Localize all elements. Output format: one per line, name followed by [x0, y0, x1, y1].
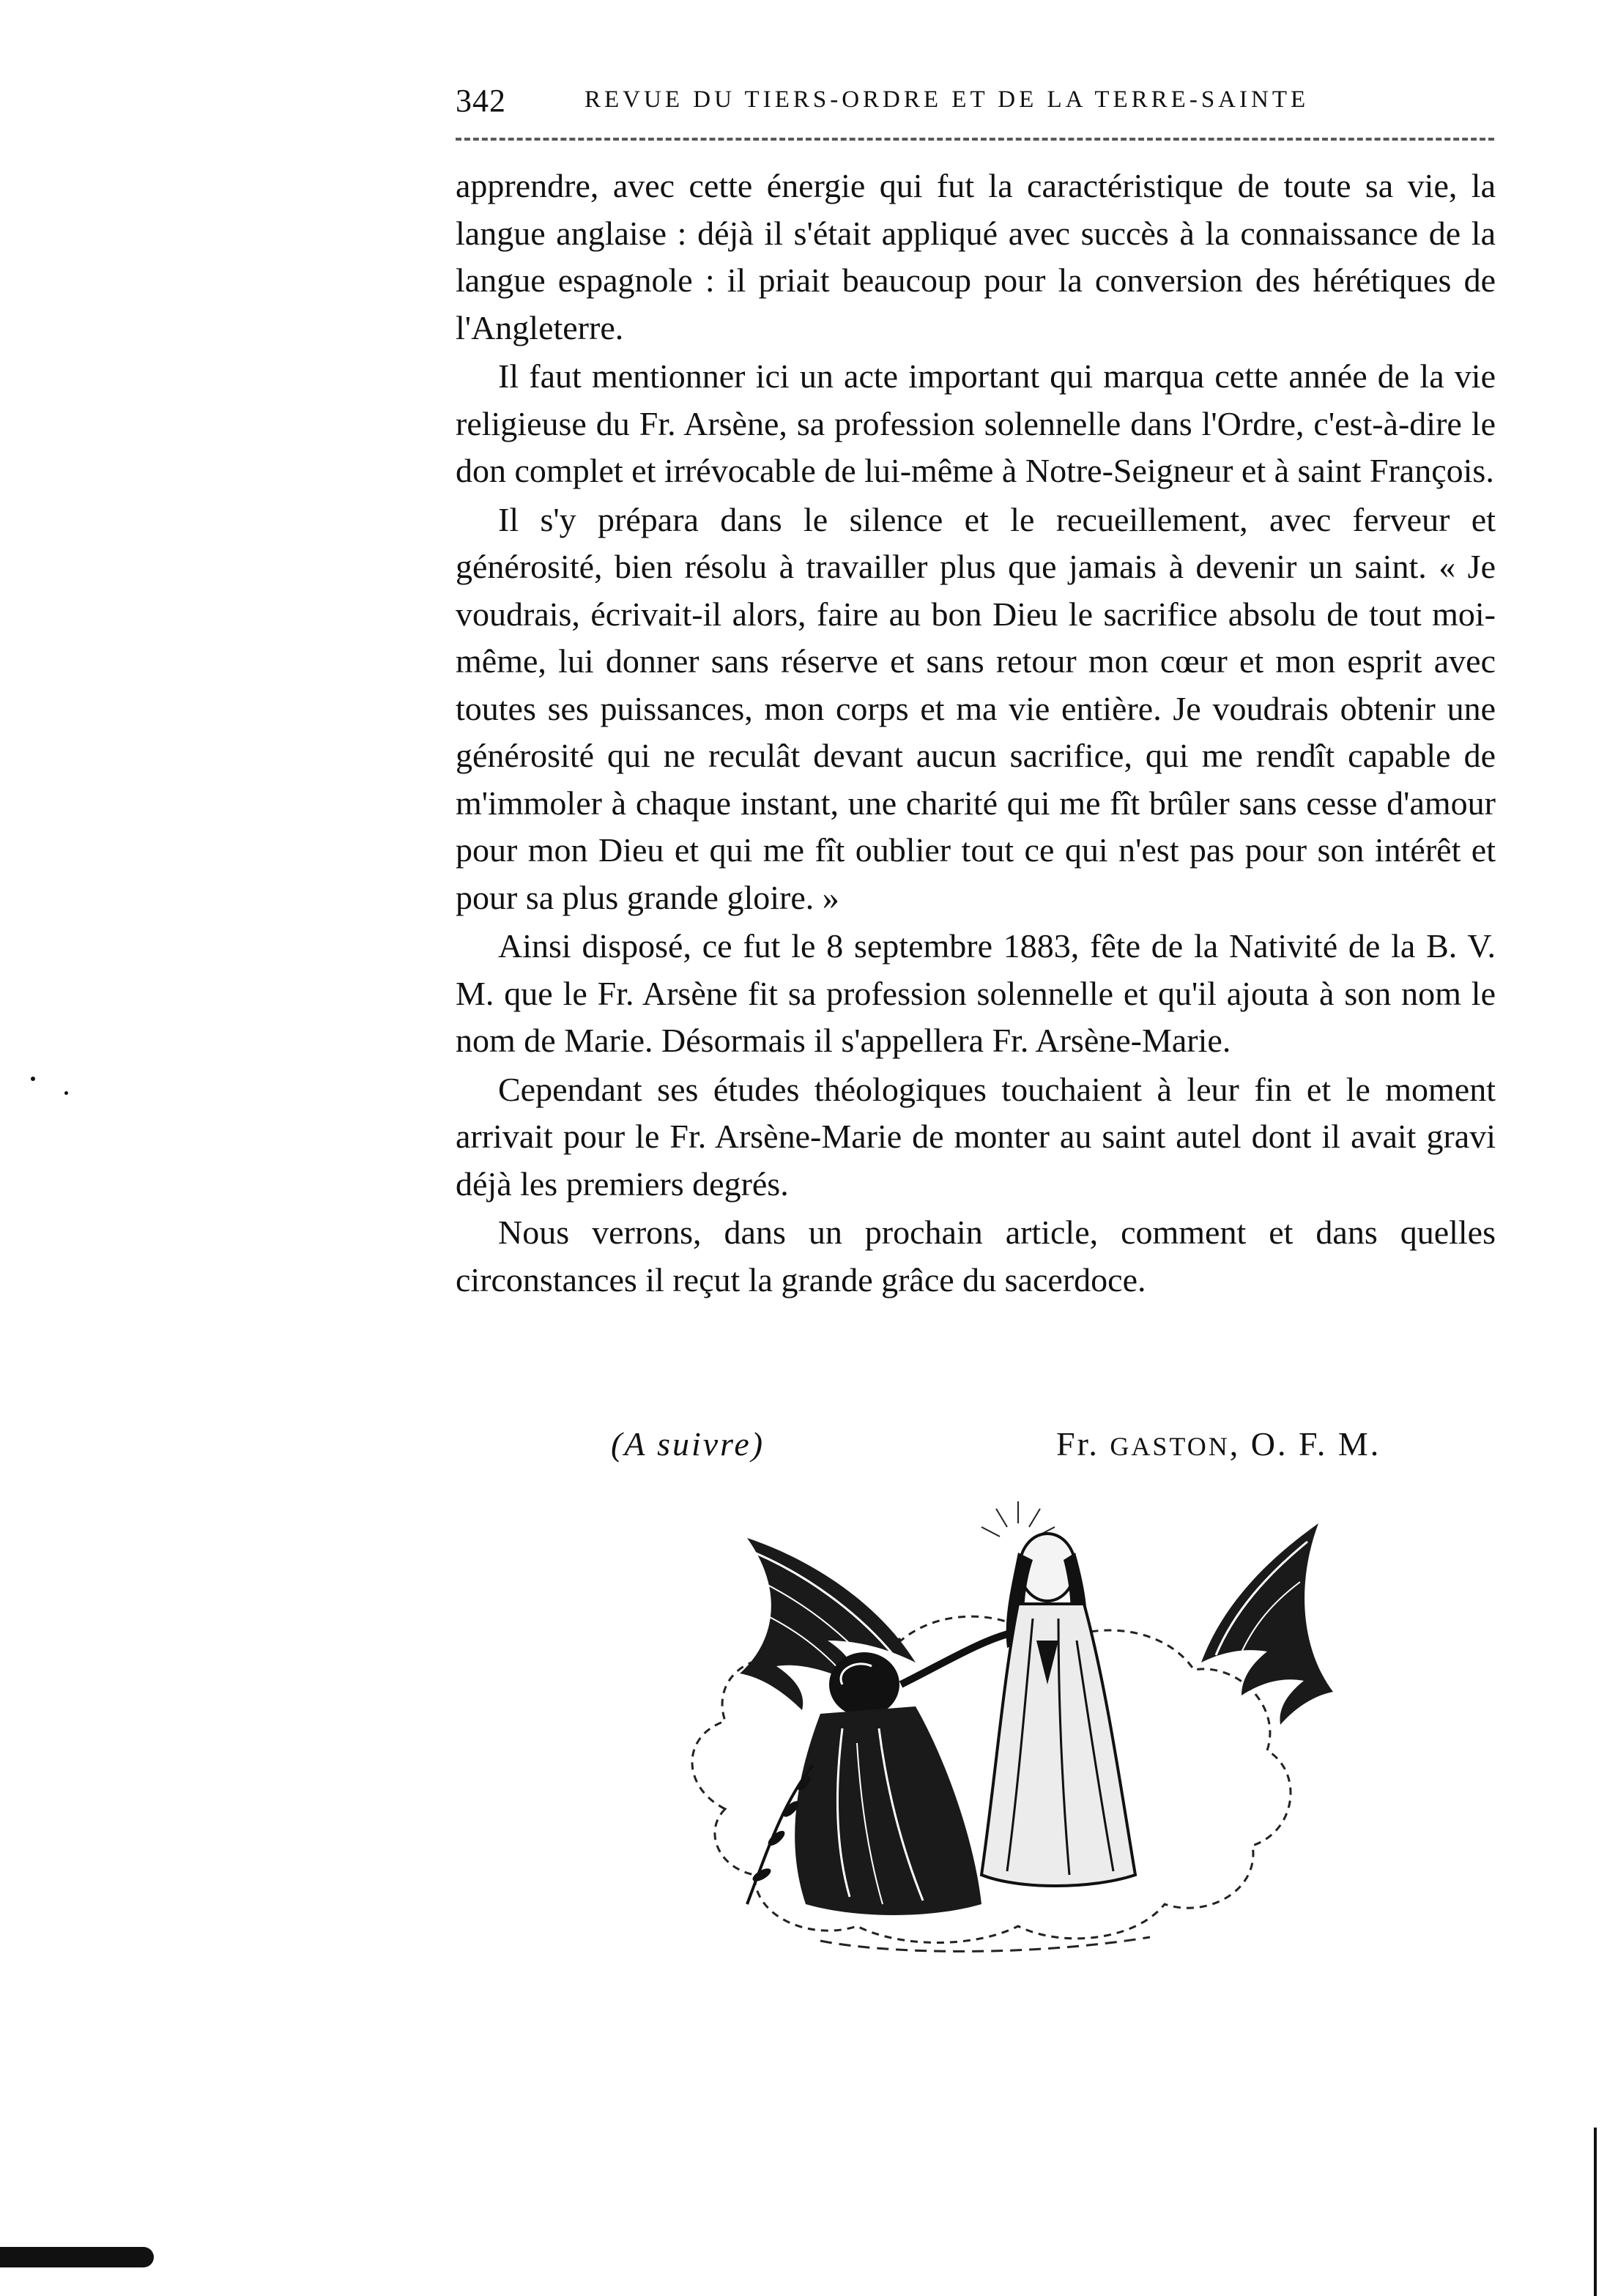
signature-name: GASTON — [1110, 1432, 1230, 1461]
paragraph-2: Il faut mentionner ici un acte important qui marqua cette année de la vie religieuse du Fr. Arsène, sa profession solennelle dans l'Ordre, c'est-à-dire le don complet et irrévocable de lui-même à Notre-Seigneur et à saint François. — [456, 357, 1496, 489]
running-header — [456, 82, 1393, 126]
signature-suffix: , O. F. M. — [1229, 1425, 1381, 1463]
scan-dot — [31, 1077, 35, 1081]
paragraph-5: Cependant ses études théologiques touchaient à leur fin et le moment arrivait pour le Fr. Arsène-Marie de monter au saint autel dont il avait gravi déjà les premiers degrés. — [456, 1070, 1496, 1203]
scan-mark-right — [1594, 2128, 1597, 2296]
paragraph-6: Nous verrons, dans un prochain article, comment et dans quelles circonstances il reçut la grande grâce du sacerdoce. — [456, 1214, 1496, 1299]
signature-prefix: Fr. — [1056, 1425, 1099, 1463]
article-body — [456, 163, 1496, 1305]
paragraph-1: apprendre, avec cette énergie qui fut la caractéristique de toute sa vie, la langue anglaise : déjà il s'était appliqué avec succès à la connaissance de la langue espagnole : il priait beaucoup pour la conversion des hérétiques de l'Angleterre. — [456, 167, 1496, 346]
author-signature — [1056, 1424, 1381, 1463]
angels-engraving-icon — [637, 1494, 1399, 1963]
article-closing — [456, 1424, 1496, 1476]
scan-dot-2 — [64, 1091, 68, 1095]
paragraph-4: Ainsi disposé, ce fut le 8 septembre 1883, fête de la Nativité de la B. V. M. que le Fr. Arsène fit sa profession solennelle et qu'il ajouta à son nom le nom de Marie. Désormais il s'appellera Fr. Arsène-Marie. — [456, 927, 1496, 1059]
running-title: REVUE DU TIERS-ORDRE ET DE LA TERRE-SAINTE — [584, 86, 1310, 113]
header-rule — [456, 138, 1494, 141]
paragraph-3: Il s'y prépara dans le silence et le recueillement, avec ferveur et générosité, bien résolu à travailler plus que jamais à devenir un saint. « Je voudrais, écrivait-il alors, faire au bon Dieu le sacrifice absolu de tout moi-même, lui donner sans réserve et sans retour mon cœur et mon esprit avec toutes ses puissances, mon corps et ma vie entière. Je voudrais obtenir une générosité qui ne reculât devant aucun sacrifice, qui me rendît capable de m'immoler à chaque instant, une charité qui me fît brûler sans cesse d'amour pour mon Dieu et qui me fît oublier tout ce qui n'est pas pour son intérêt et pour sa plus grande gloire. » — [456, 500, 1496, 916]
page-number: 342 — [456, 83, 506, 119]
scan-mark-left — [0, 2247, 154, 2267]
to-be-continued: (A suivre) — [611, 1425, 765, 1463]
